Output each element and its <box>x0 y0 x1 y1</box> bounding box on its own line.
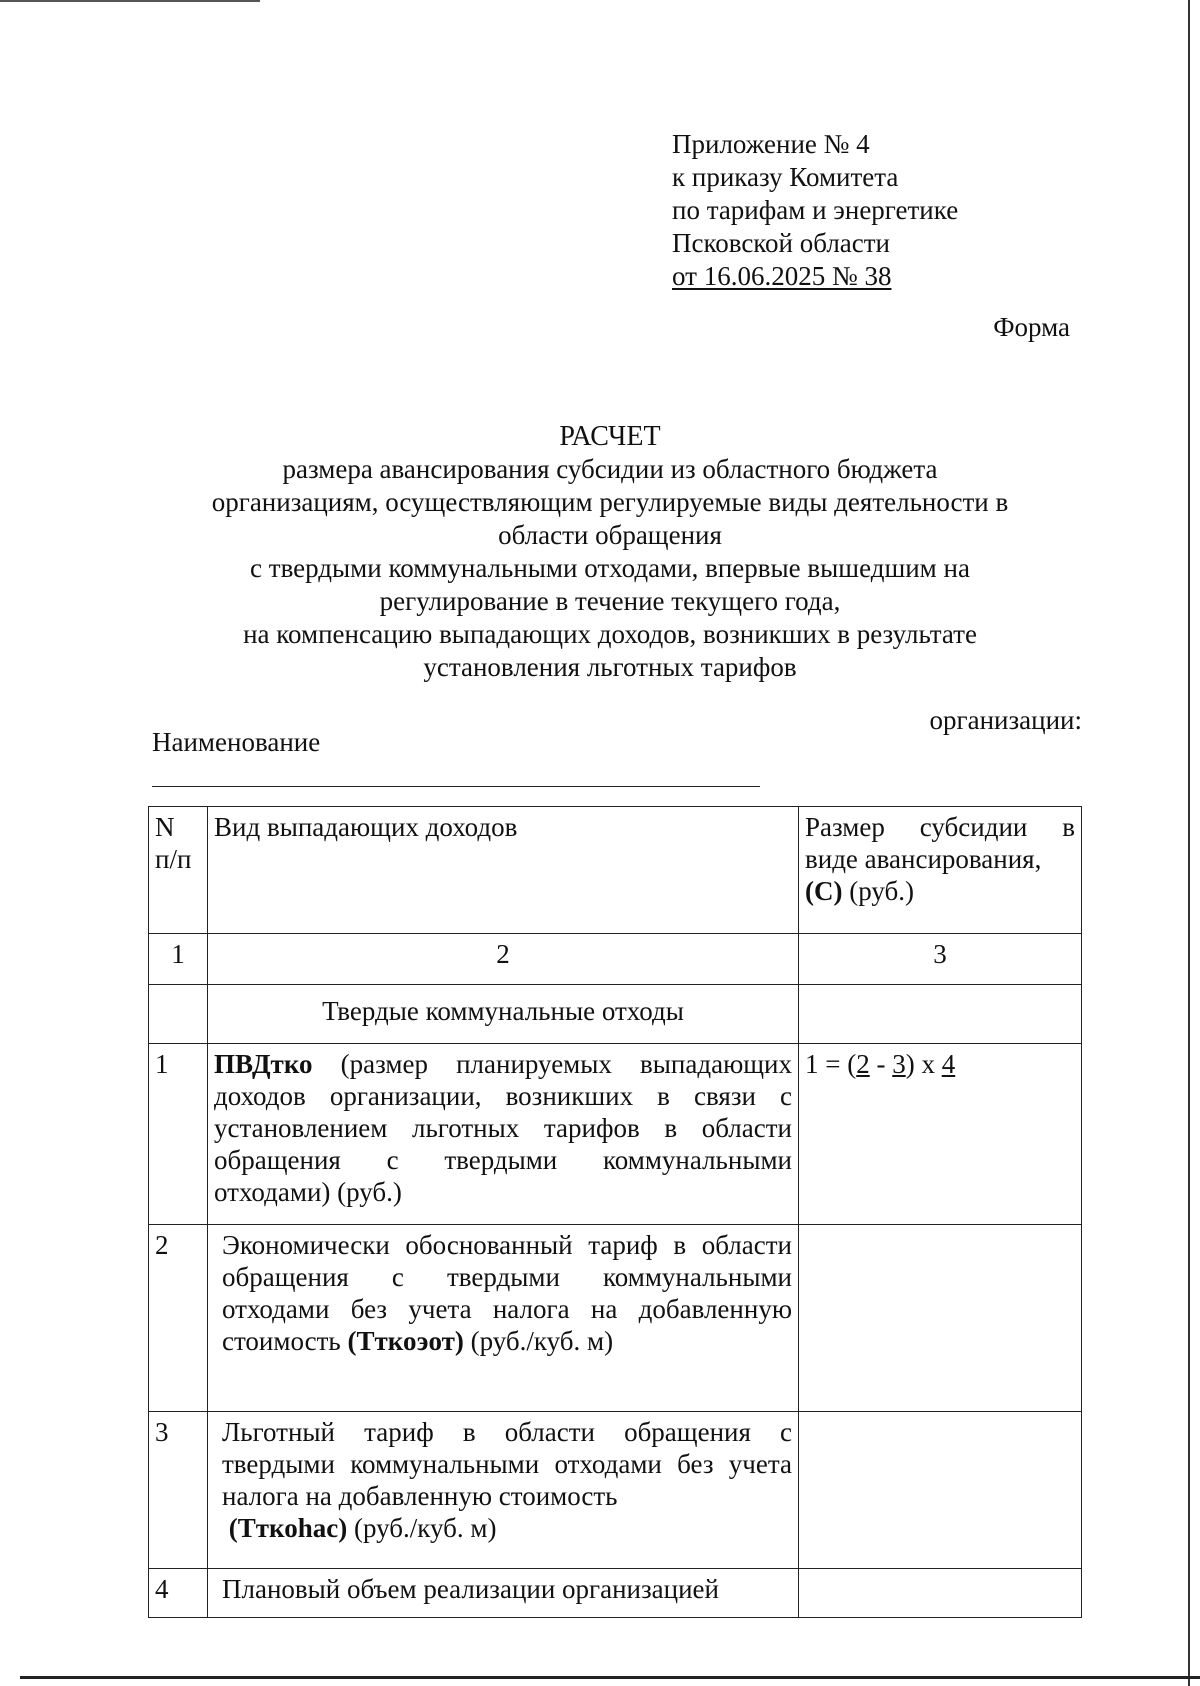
appendix-line: по тарифам и энергетике <box>672 195 959 225</box>
title-line: организациям, осуществляющим регулируемые виды деятельности в <box>211 487 1009 517</box>
title-line: с твердыми коммунальными отходами, впервые вышедшим на <box>250 553 970 583</box>
row-text: (размер планируемых выпадающих доходов организации, возникших в связи с установлением льготных тарифов в области обращения с твердыми коммунальными отходами) (руб.) <box>214 1049 792 1207</box>
appendix-line: Приложение № 4 <box>672 129 870 159</box>
organization-label-right: организации: <box>929 705 1082 735</box>
organization-label-left: Наименование <box>152 727 321 757</box>
scan-edge-right <box>1188 0 1190 1686</box>
header-subsidy-unit: (руб.) <box>849 876 914 906</box>
formula-part: 1 = ( <box>805 1049 857 1079</box>
row-number: 1 <box>149 1044 208 1225</box>
row-description: Плановый объем реализации организацией <box>208 1569 799 1618</box>
row-formula-cell <box>799 1044 1082 1225</box>
row-number: 3 <box>149 1412 208 1569</box>
row-unit: (руб./куб. м) <box>463 1326 614 1356</box>
table-header-row <box>149 807 1082 934</box>
title-line: на компенсацию выпадающих доходов, возникших в результате <box>243 619 977 649</box>
calculation-table <box>148 806 1082 1618</box>
row-value-cell <box>799 1569 1082 1618</box>
appendix-reference <box>672 128 958 293</box>
column-number-row <box>149 934 1082 985</box>
section-row <box>149 985 1082 1044</box>
section-title: Твердые коммунальные отходы <box>208 985 799 1044</box>
row-unit: (руб./куб. м) <box>347 1513 497 1543</box>
scan-edge-top <box>0 0 260 2</box>
row-symbol: (Тткоэот) <box>347 1326 464 1356</box>
table-row <box>149 1569 1082 1618</box>
appendix-line: к приказу Комитета <box>672 162 899 192</box>
formula-ref: 3 <box>892 1049 906 1079</box>
row-description <box>208 1044 799 1225</box>
title-main: РАСЧЕТ <box>559 421 661 452</box>
section-empty-cell <box>149 985 208 1044</box>
title-line: размера авансирования субсидии из областного бюджета <box>282 454 938 484</box>
header-subsidy-text: Размер субсидии в виде авансирования, <box>805 812 1075 874</box>
table-row <box>149 1412 1082 1569</box>
formula-part: ) x <box>905 1049 942 1079</box>
column-number: 1 <box>149 934 208 985</box>
row-symbol: (Тткоhас) <box>228 1513 348 1543</box>
column-number: 2 <box>208 934 799 985</box>
table-row <box>149 1225 1082 1412</box>
formula-ref: 2 <box>856 1049 870 1079</box>
document-title <box>160 420 1060 684</box>
scan-edge-bottom <box>20 1676 1200 1679</box>
title-line: установления льготных тарифов <box>423 652 797 682</box>
row-symbol: ПВДтко <box>214 1049 313 1079</box>
row-value-cell <box>799 1225 1082 1412</box>
section-empty-cell <box>799 985 1082 1044</box>
row-text: Экономически обоснованный тариф в области обращения с твердыми коммунальными отходами без учета налога на добавленную стоимость <box>222 1230 792 1356</box>
header-subsidy-cell <box>799 807 1082 934</box>
column-number: 3 <box>799 934 1082 985</box>
table-row <box>149 1044 1082 1225</box>
title-line: регулирование в течение текущего года, <box>379 586 841 616</box>
row-value-cell <box>799 1412 1082 1569</box>
header-income-type-cell: Вид выпадающих доходов <box>208 807 799 934</box>
form-label: Форма <box>993 312 1070 342</box>
formula-ref: 4 <box>941 1049 956 1079</box>
row-number: 4 <box>149 1569 208 1618</box>
formula-part: - <box>869 1049 893 1079</box>
title-line: области обращения <box>498 520 722 550</box>
appendix-line: Псковской области <box>672 228 891 258</box>
header-number-cell: N п/п <box>149 807 208 934</box>
organization-name-blank <box>152 786 760 787</box>
header-subsidy-symbol: (С) <box>805 876 843 906</box>
row-description <box>208 1412 799 1569</box>
appendix-date-number: от 16.06.2025 № 38 <box>672 261 892 291</box>
row-text: Льготный тариф в области обращения с твердыми коммунальными отходами без учета налога на добавленную стоимость <box>222 1417 792 1511</box>
row-number: 2 <box>149 1225 208 1412</box>
row-description <box>208 1225 799 1412</box>
